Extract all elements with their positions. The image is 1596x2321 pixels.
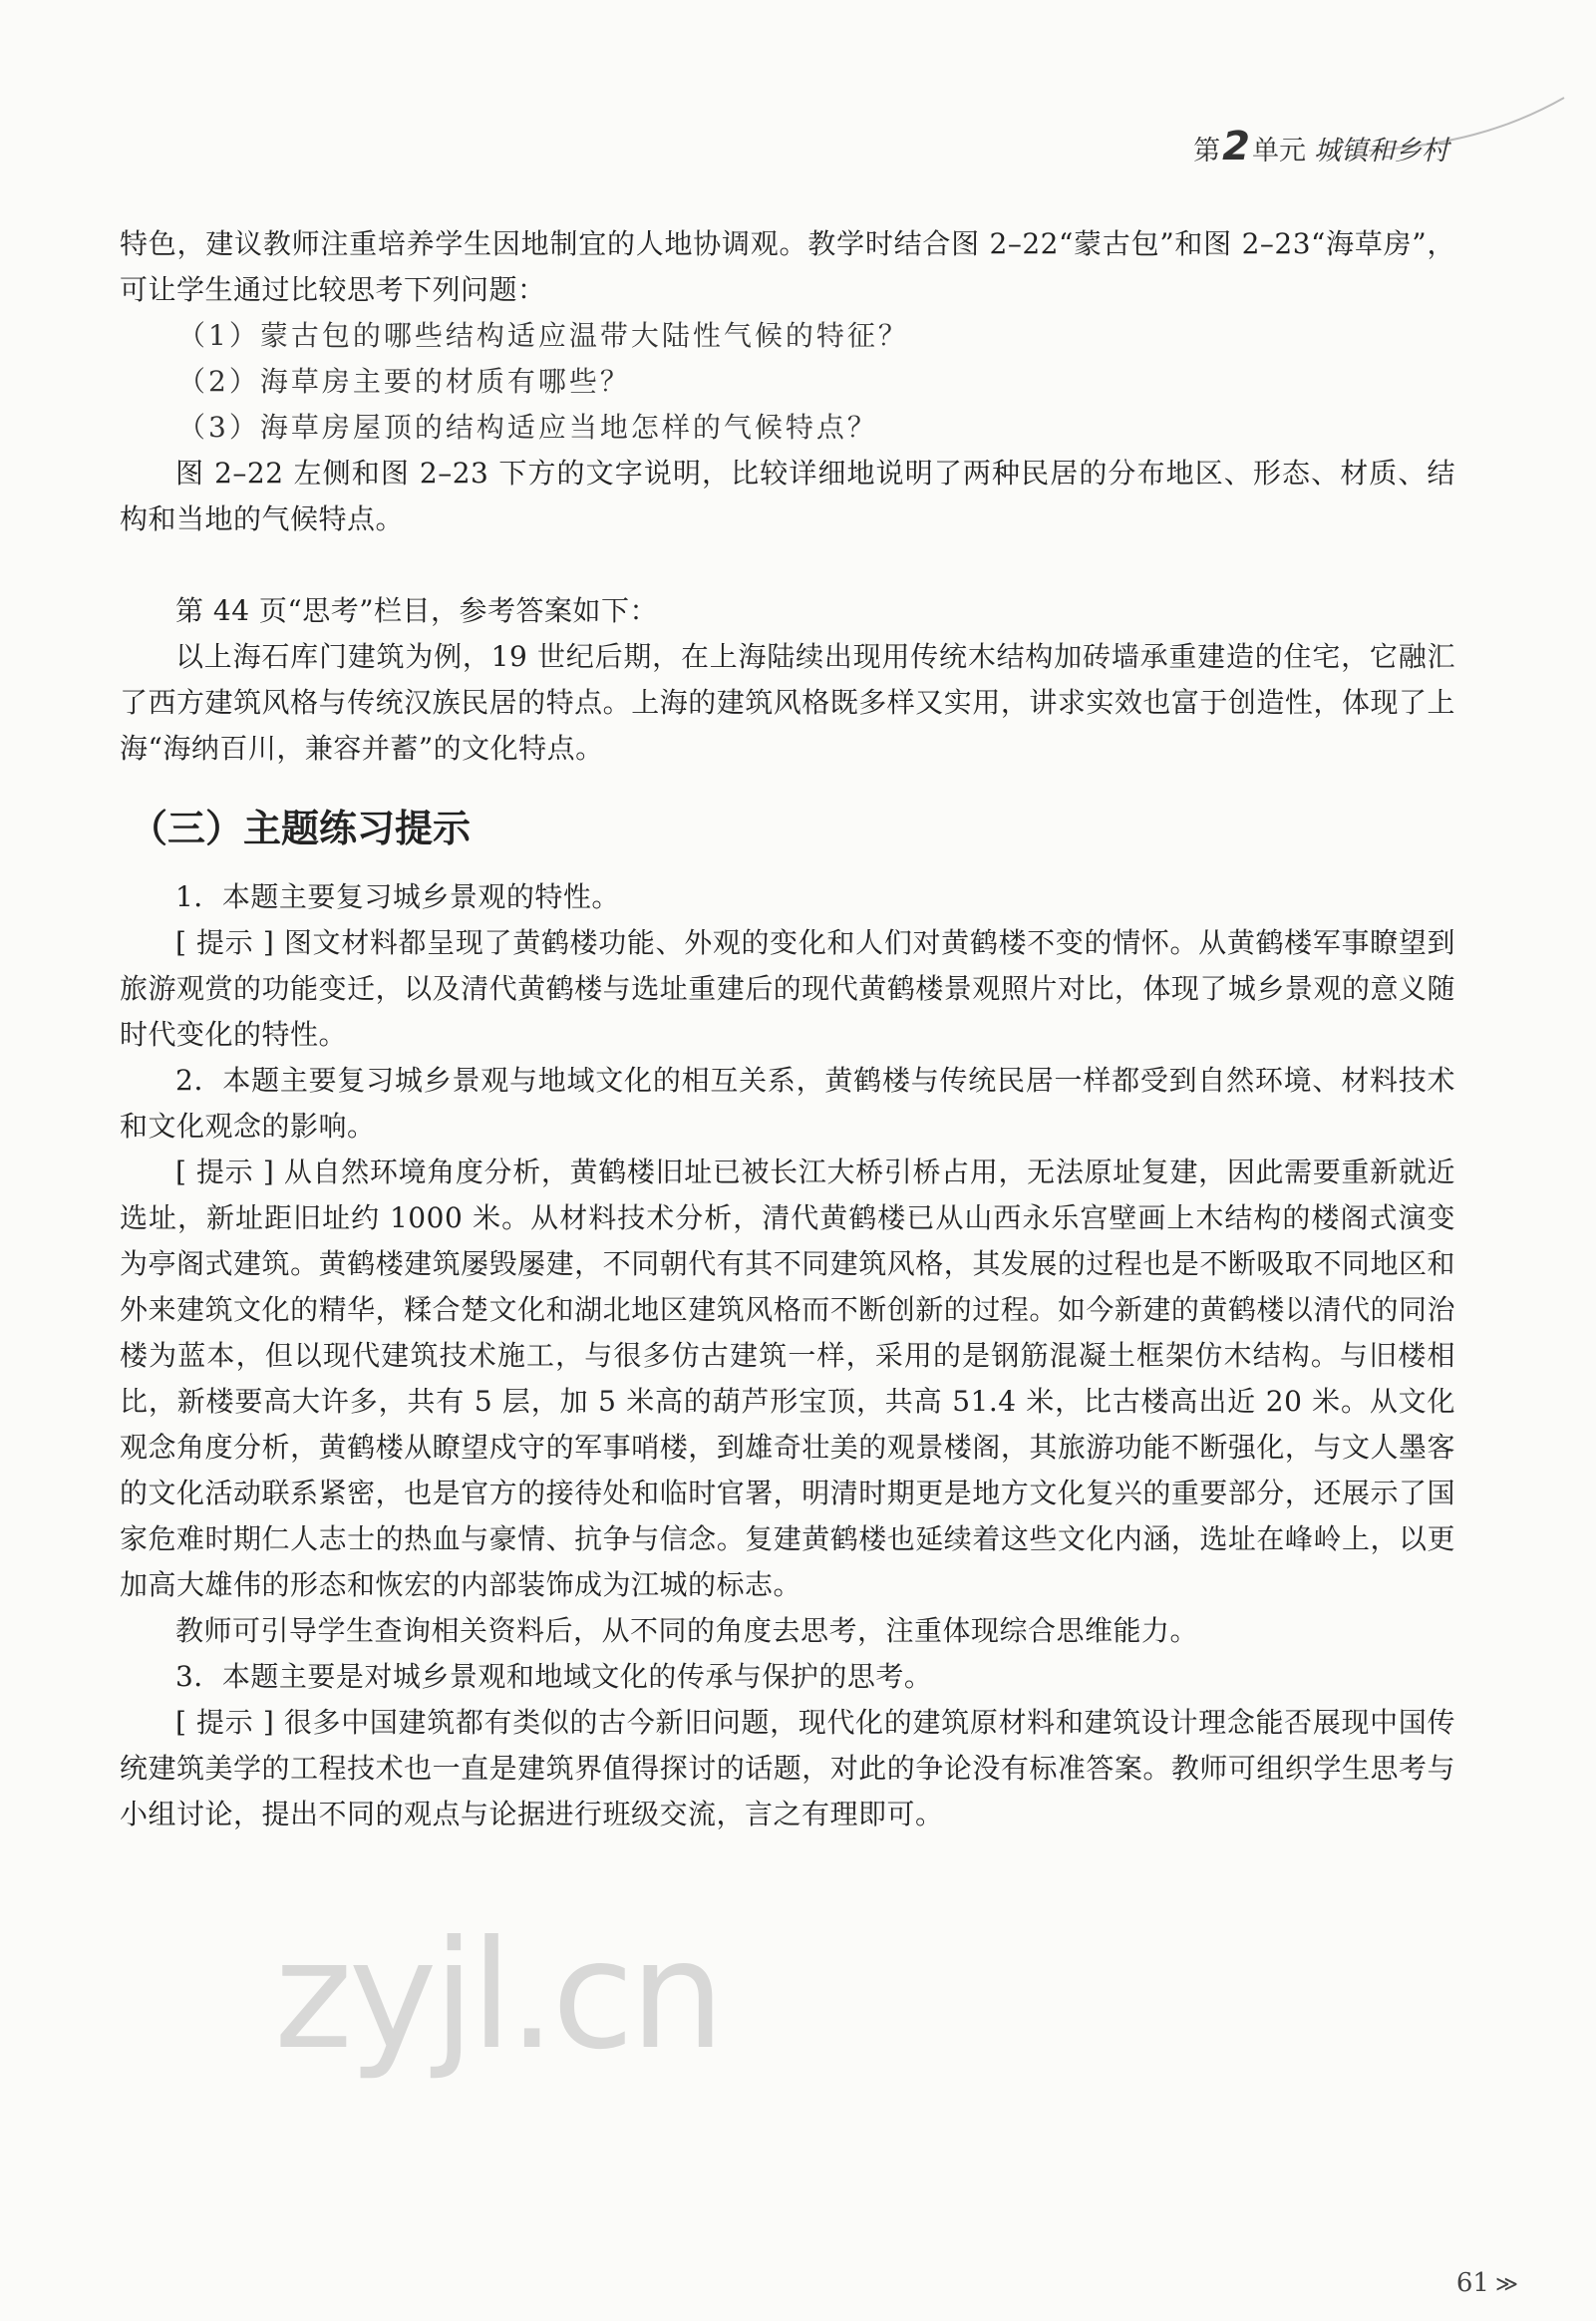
unit-suffix: 单元 <box>1252 136 1306 166</box>
section-title: （三）主题练习提示 <box>130 807 472 850</box>
page-number-value: 61 <box>1455 2268 1489 2298</box>
unit-number: 2 <box>1222 124 1250 169</box>
paragraph-intro: 特色，建议教师注重培养学生因地制宜的人地协调观。教学时结合图 2–22“蒙古包”和图 2–23“海草房”，可让学生通过比较思考下列问题： <box>120 227 1455 306</box>
exercise-2-teacher-note: 教师可引导学生查询相关资料后，从不同的角度去思考，注重体现综合思维能力。 <box>175 1614 1199 1647</box>
exercise-1-hint: [ 提示 ] 图文材料都呈现了黄鹤楼功能、外观的变化和人们对黄鹤楼不变的情怀。从黄鹤楼军事瞭望到旅游观赏的功能变迁，以及清代黄鹤楼与选址重建后的现代黄鹤楼景观照片对比，体现了城乡景观的意义随时代变化的特性。 <box>120 926 1455 1051</box>
page-number <box>1456 2268 1518 2298</box>
exercise-2-hint: [ 提示 ] 从自然环境角度分析，黄鹤楼旧址已被长江大桥引桥占用，无法原址复建，因此需要重新就近选址，新址距旧址约 1000 米。从材料技术分析，清代黄鹤楼已从山西永乐宫壁画上木结构的楼阁式演变为亭阁式建筑。黄鹤楼建筑屡毁屡建，不同朝代有其不同建筑风格，其发展的过程也是不断吸取不同地区和外来建筑文化的精华，糅合楚文化和湖北地区建筑风格而不断创新的过程。如今新建的黄鹤楼以清代的同治楼为蓝本，但以现代建筑技术施工，与很多仿古建筑一样，采用的是钢筋混凝土框架仿木结构。与旧楼相比，新楼要高大许多，共有 5 层，加 5 米高的葫芦形宝顶，共高 51.4 米，比古楼高出近 20 米。从文化观念角度分析，黄鹤楼从瞭望戍守的军事哨楼，到雄奇壮美的观景楼阁，其旅游功能不断强化，与文人墨客的文化活动联系紧密，也是官方的接待处和临时官署，明清时期更是地方文化复兴的重要部分，还展示了国家危难时期仁人志士的热血与豪情、抗争与信念。复建黄鹤楼也延续着这些文化内涵，选址在峰岭上，以更加高大雄伟的形态和恢宏的内部装饰成为江城的标志。 <box>120 1156 1455 1601</box>
unit-name: 城镇和乡村 <box>1314 136 1448 166</box>
question-3: （3）海草房屋顶的结构适应当地怎样的气候特点？ <box>177 411 878 444</box>
exercise-3-hint: [ 提示 ] 很多中国建筑都有类似的古今新旧问题，现代化的建筑原材料和建筑设计理念能否展现中国传统建筑美学的工程技术也一直是建筑界值得探讨的话题，对此的争论没有标准答案。教师可组织学生思考与小组讨论，提出不同的观点与论据进行班级交流，言之有理即可。 <box>120 1706 1455 1830</box>
exercise-2: 2．本题主要复习城乡景观与地域文化的相互关系，黄鹤楼与传统民居一样都受到自然环境、材料技术和文化观念的影响。 <box>120 1064 1455 1143</box>
question-1: （1）蒙古包的哪些结构适应温带大陆性气候的特征？ <box>177 319 909 352</box>
paragraph-figure-notes: 图 2–22 左侧和图 2–23 下方的文字说明，比较详细地说明了两种民居的分布地区、形态、材质、结构和当地的气候特点。 <box>120 457 1455 535</box>
running-header <box>1193 124 1448 169</box>
think-answer: 以上海石库门建筑为例，19 世纪后期，在上海陆续出现用传统木结构加砖墙承重建造的住宅，它融汇了西方建筑风格与传统汉族民居的特点。上海的建筑风格既多样又实用，讲求实效也富于创造性，体现了上海“海纳百川，兼容并蓄”的文化特点。 <box>120 640 1455 765</box>
watermark: zyjl.cn <box>274 1909 722 2083</box>
unit-prefix: 第 <box>1193 136 1221 166</box>
next-arrows-icon: ≫ <box>1494 2272 1518 2297</box>
question-2: （2）海草房主要的材质有哪些？ <box>177 365 631 398</box>
body-text <box>120 221 1455 1837</box>
exercise-1: 1．本题主要复习城乡景观的特性。 <box>175 880 620 913</box>
think-title: 第 44 页“思考”栏目，参考答案如下： <box>175 594 659 627</box>
exercise-3: 3．本题主要是对城乡景观和地域文化的传承与保护的思考。 <box>175 1660 933 1693</box>
